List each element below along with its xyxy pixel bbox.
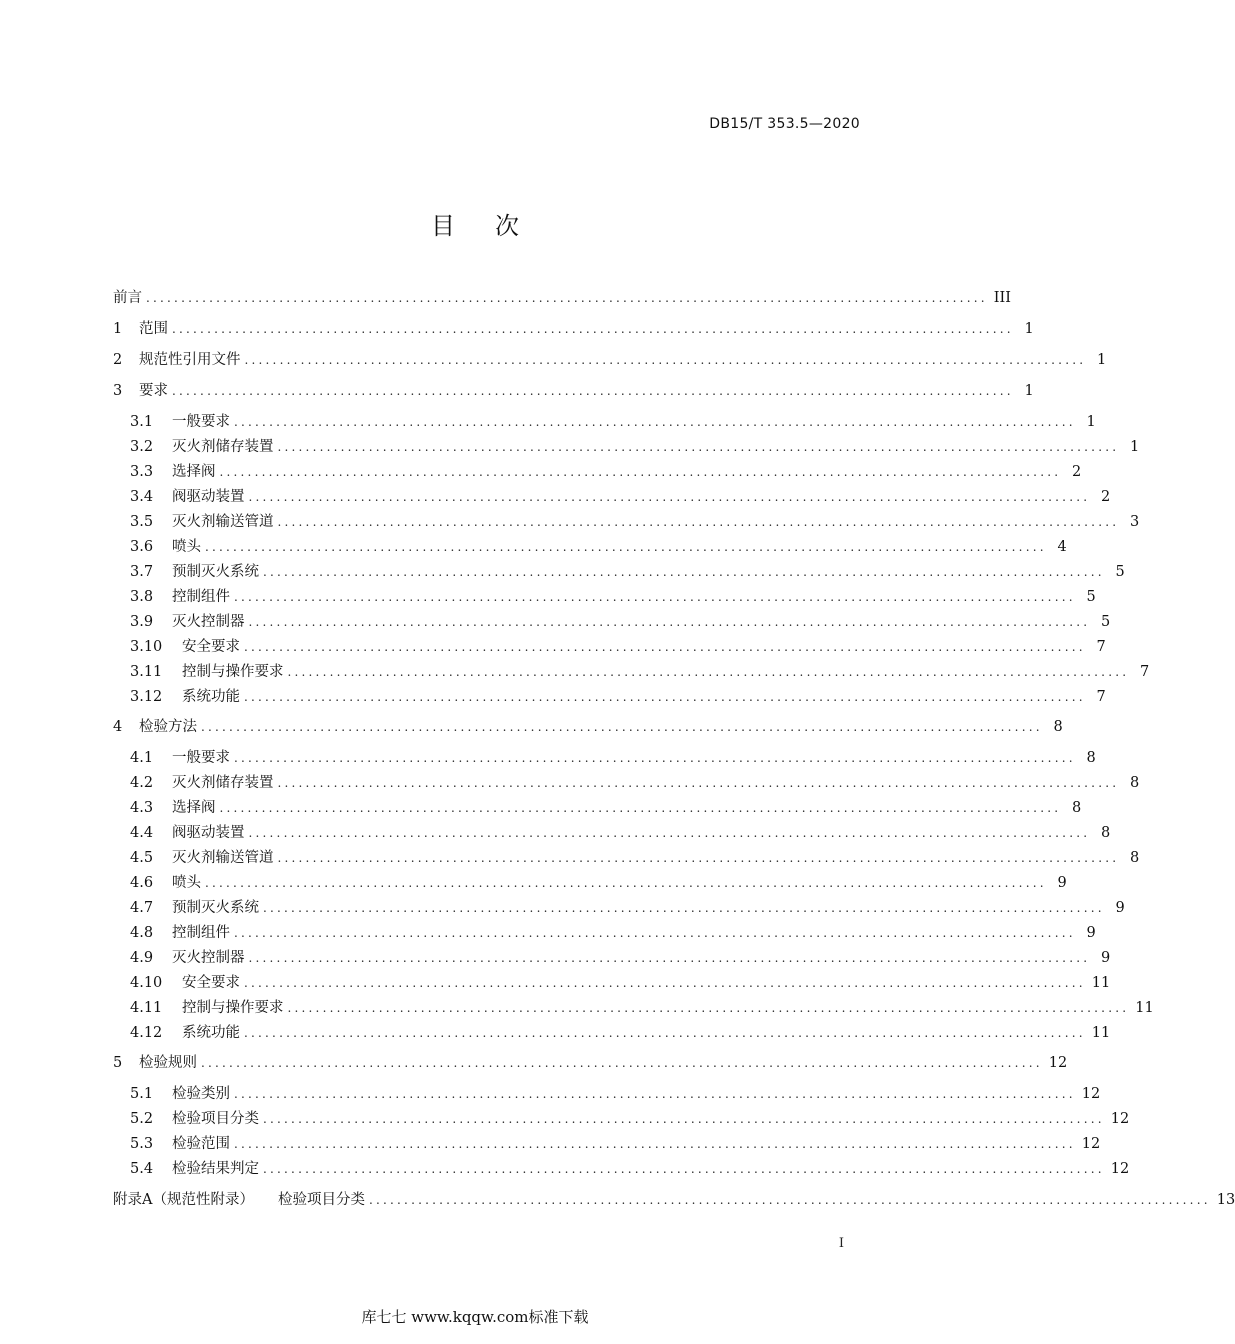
toc-entry-number: 4.6	[130, 875, 154, 891]
document-code: DB15/T 353.5—2020	[709, 116, 860, 132]
toc-entry-number: 3.11	[130, 664, 163, 680]
toc-entry-number: 3.6	[130, 539, 154, 555]
toc-entry[interactable]	[130, 612, 1111, 632]
toc-entry-label: 灭火剂输送管道	[172, 514, 274, 530]
toc-entry-page: 8	[1072, 800, 1082, 816]
toc-entry-page: 9	[1101, 950, 1111, 966]
toc-entry[interactable]	[113, 350, 1107, 370]
page-title	[0, 206, 950, 241]
toc-entry-page: 8	[1053, 719, 1063, 735]
toc-entry-page: 1	[1086, 414, 1096, 430]
toc-dot-leader: ........................................................................................................................	[219, 465, 1062, 479]
toc-entry-page: 11	[1091, 1025, 1111, 1041]
toc-entry-page: 9	[1057, 875, 1067, 891]
toc-entry-label: 预制灭火系统	[172, 900, 259, 916]
toc-dot-leader: ........................................................................................................................	[277, 515, 1120, 529]
toc-entry-label: 控制与操作要求	[182, 664, 284, 680]
toc-entry[interactable]	[130, 923, 1096, 943]
toc-entry[interactable]	[113, 1053, 1068, 1073]
toc-entry-number: 5.2	[130, 1111, 154, 1127]
toc-dot-leader: ........................................................................................................................	[172, 384, 1014, 398]
toc-entry-page: 1	[1097, 352, 1107, 368]
toc-entry[interactable]	[130, 998, 1154, 1018]
toc-entry[interactable]	[130, 898, 1125, 918]
toc-entry-number: 4.10	[130, 975, 163, 991]
toc-dot-leader: ........................................................................................................................	[234, 926, 1076, 940]
toc-entry-page: 12	[1081, 1086, 1101, 1102]
toc-dot-leader: ........................................................................................................................	[244, 690, 1086, 704]
toc-entry-label: 检验规则	[139, 1055, 197, 1071]
toc-entry-page: 8	[1086, 750, 1096, 766]
toc-dot-leader: ........................................................................................................................	[205, 540, 1047, 554]
toc-entry-number: 3.7	[130, 564, 154, 580]
toc-entry-label: 检验项目分类	[172, 1111, 259, 1127]
toc-entry-label: 阀驱动装置	[172, 489, 245, 505]
toc-entry-label: 规范性引用文件	[139, 352, 241, 368]
toc-entry-page: 11	[1091, 975, 1111, 991]
toc-dot-leader: ........................................................................................................................	[244, 976, 1086, 990]
toc-entry-page: 13	[1216, 1192, 1235, 1208]
toc-entry-page: 1	[1024, 383, 1034, 399]
toc-entry-label: 阀驱动装置	[172, 825, 245, 841]
footer-watermark: 库七七 www.kqqw.com标准下载	[361, 1308, 589, 1326]
toc-dot-leader: ........................................................................................................................	[146, 291, 988, 305]
toc-dot-leader: ........................................................................................................................	[368, 1193, 1211, 1207]
toc-dot-leader: ........................................................................................................................	[172, 322, 1014, 336]
toc-entry[interactable]	[130, 662, 1150, 682]
toc-entry-label: 范围	[139, 321, 168, 337]
toc-entry-page: 2	[1072, 464, 1082, 480]
toc-dot-leader: ........................................................................................................................	[201, 720, 1043, 734]
toc-entry-label: 系统功能	[182, 689, 240, 705]
toc-entry[interactable]	[130, 1084, 1101, 1104]
toc-entry[interactable]	[130, 462, 1082, 482]
toc-entry-label: 要求	[139, 383, 168, 399]
toc-entry[interactable]	[130, 1109, 1130, 1129]
toc-dot-leader: ........................................................................................................................	[263, 1112, 1105, 1126]
toc-entry[interactable]	[130, 973, 1111, 993]
toc-entry-page: III	[993, 290, 1011, 306]
toc-entry-number: 3.1	[130, 414, 154, 430]
toc-entry-page: 5	[1101, 614, 1111, 630]
toc-entry-page: 8	[1130, 850, 1140, 866]
toc-entry-page: 12	[1110, 1111, 1130, 1127]
toc-entry-number: 3.5	[130, 514, 154, 530]
toc-dot-leader: ........................................................................................................................	[263, 1162, 1105, 1176]
toc-entry-label: 灭火剂储存装置	[172, 439, 274, 455]
toc-entry-label: 一般要求	[172, 750, 230, 766]
toc-dot-leader: ........................................................................................................................	[201, 1056, 1043, 1070]
toc-dot-leader: ........................................................................................................................	[244, 353, 1087, 367]
toc-dot-leader: ........................................................................................................................	[248, 615, 1091, 629]
toc-entry-number: 5.4	[130, 1161, 154, 1177]
toc-entry-number: 3.9	[130, 614, 154, 630]
toc-entry-number: 4.11	[130, 1000, 163, 1016]
title-char-1: 目	[431, 212, 455, 240]
toc-entry-label: 检验类别	[172, 1086, 230, 1102]
toc-dot-leader: ........................................................................................................................	[234, 590, 1076, 604]
toc-entry[interactable]	[130, 873, 1067, 893]
toc-entry-page: 5	[1115, 564, 1125, 580]
toc-entry[interactable]	[130, 512, 1140, 532]
toc-entry-number: 4.2	[130, 775, 154, 791]
toc-entry-label: 系统功能	[182, 1025, 240, 1041]
toc-entry-number: 3.8	[130, 589, 154, 605]
toc-entry-number: 4.8	[130, 925, 154, 941]
toc-entry[interactable]	[130, 1159, 1130, 1179]
toc-entry-number: 5.3	[130, 1136, 154, 1152]
toc-entry-label: 检验项目分类	[277, 1192, 365, 1208]
toc-entry-number: 4.7	[130, 900, 154, 916]
toc-entry-label: 前言	[113, 290, 142, 306]
toc-entry-number: 4.12	[130, 1025, 163, 1041]
toc-entry-number: 4.3	[130, 800, 154, 816]
toc-entry-page: 7	[1096, 689, 1106, 705]
toc-entry[interactable]	[113, 381, 1034, 401]
toc-entry-label: 控制组件	[172, 925, 230, 941]
toc-entry[interactable]	[130, 537, 1067, 557]
toc-entry-page: 2	[1101, 489, 1111, 505]
toc-entry-number: 5.1	[130, 1086, 154, 1102]
toc-entry[interactable]	[130, 823, 1111, 843]
toc-entry-number: 3.2	[130, 439, 154, 455]
toc-entry-label: 控制与操作要求	[182, 1000, 284, 1016]
toc-entry-label: 选择阀	[172, 800, 216, 816]
toc-entry-number: 1	[113, 321, 123, 337]
toc-entry-label: 灭火控制器	[172, 614, 245, 630]
toc-dot-leader: ........................................................................................................................	[277, 440, 1120, 454]
toc-entry-number: 4	[113, 719, 123, 735]
toc-entry-label: 一般要求	[172, 414, 230, 430]
toc-entry-number: 2	[113, 352, 123, 368]
toc-dot-leader: ........................................................................................................................	[234, 751, 1076, 765]
toc-entry-page: 11	[1135, 1000, 1154, 1016]
toc-dot-leader: ........................................................................................................................	[248, 951, 1091, 965]
toc-entry[interactable]	[113, 319, 1034, 339]
toc-entry-page: 7	[1096, 639, 1106, 655]
toc-entry-number: 4.5	[130, 850, 154, 866]
toc-entry-label: 控制组件	[172, 589, 230, 605]
toc-entry[interactable]	[130, 773, 1140, 793]
toc-entry[interactable]	[113, 1190, 1235, 1210]
toc-entry-label: 检验方法	[139, 719, 197, 735]
toc-entry-page: 9	[1086, 925, 1096, 941]
toc-dot-leader: ........................................................................................................................	[234, 415, 1076, 429]
toc-entry-label: 预制灭火系统	[172, 564, 259, 580]
toc-entry-label: 安全要求	[182, 975, 240, 991]
toc-dot-leader: ........................................................................................................................	[248, 490, 1091, 504]
toc-entry[interactable]	[130, 562, 1125, 582]
toc-dot-leader: ........................................................................................................................	[244, 640, 1086, 654]
toc-dot-leader: ........................................................................................................................	[248, 826, 1091, 840]
toc-dot-leader: ........................................................................................................................	[205, 876, 1047, 890]
toc-dot-leader: ........................................................................................................................	[234, 1087, 1076, 1101]
toc-entry[interactable]	[130, 587, 1096, 607]
toc-entry[interactable]	[130, 412, 1096, 432]
toc-entry-label: 灭火剂储存装置	[172, 775, 274, 791]
toc-entry-number: 3	[113, 383, 123, 399]
toc-entry-number: 4.4	[130, 825, 154, 841]
toc-entry-page: 4	[1057, 539, 1067, 555]
toc-entry-label: 喷头	[172, 539, 201, 555]
toc-dot-leader: ........................................................................................................................	[263, 565, 1105, 579]
toc-entry[interactable]	[130, 1134, 1101, 1154]
toc-entry-label: 检验结果判定	[172, 1161, 259, 1177]
toc-dot-leader: ........................................................................................................................	[244, 1026, 1086, 1040]
toc-entry-number: 4.9	[130, 950, 154, 966]
toc-entry-number: 3.4	[130, 489, 154, 505]
toc-entry[interactable]	[113, 288, 1011, 308]
toc-entry[interactable]	[113, 717, 1063, 737]
toc-entry[interactable]	[130, 437, 1140, 457]
toc-entry-label: 检验范围	[172, 1136, 230, 1152]
toc-entry-page: 12	[1081, 1136, 1101, 1152]
toc-entry-number: 5	[113, 1055, 123, 1071]
toc-entry-label: 灭火控制器	[172, 950, 245, 966]
toc-entry-page: 8	[1101, 825, 1111, 841]
toc-entry[interactable]	[130, 687, 1106, 707]
toc-entry-label: 喷头	[172, 875, 201, 891]
toc-entry-page: 7	[1140, 664, 1150, 680]
toc-entry-page: 9	[1115, 900, 1125, 916]
toc-entry-label: 安全要求	[182, 639, 240, 655]
toc-entry-page: 1	[1130, 439, 1140, 455]
toc-entry-page: 1	[1024, 321, 1034, 337]
toc-entry[interactable]	[130, 798, 1082, 818]
toc-entry-page: 12	[1048, 1055, 1068, 1071]
toc-dot-leader: ........................................................................................................................	[234, 1137, 1076, 1151]
toc-entry-number: 3.12	[130, 689, 163, 705]
toc-entry[interactable]	[130, 487, 1111, 507]
toc-entry[interactable]	[130, 948, 1111, 968]
toc-entry[interactable]	[130, 748, 1096, 768]
toc-entry[interactable]	[130, 1023, 1111, 1043]
toc-dot-leader: ........................................................................................................................	[287, 1001, 1130, 1015]
toc-entry-page: 8	[1130, 775, 1140, 791]
toc-dot-leader: ........................................................................................................................	[277, 851, 1120, 865]
toc-dot-leader: ........................................................................................................................	[263, 901, 1105, 915]
toc-entry-number: 4.1	[130, 750, 154, 766]
toc-entry-label: 选择阀	[172, 464, 216, 480]
title-char-2: 次	[495, 212, 519, 240]
toc-entry-number: 附录A（规范性附录）	[113, 1192, 254, 1208]
toc-dot-leader: ........................................................................................................................	[277, 776, 1120, 790]
toc-entry-number: 3.10	[130, 639, 163, 655]
toc-entry-number: 3.3	[130, 464, 154, 480]
toc-dot-leader: ........................................................................................................................	[287, 665, 1130, 679]
toc-entry[interactable]	[130, 637, 1106, 657]
page-number: I	[838, 1236, 844, 1251]
toc-entry-label: 灭火剂输送管道	[172, 850, 274, 866]
toc-dot-leader: ........................................................................................................................	[219, 801, 1062, 815]
toc-entry-page: 12	[1110, 1161, 1130, 1177]
toc-entry-page: 3	[1130, 514, 1140, 530]
toc-entry[interactable]	[130, 848, 1140, 868]
toc-entry-page: 5	[1086, 589, 1096, 605]
